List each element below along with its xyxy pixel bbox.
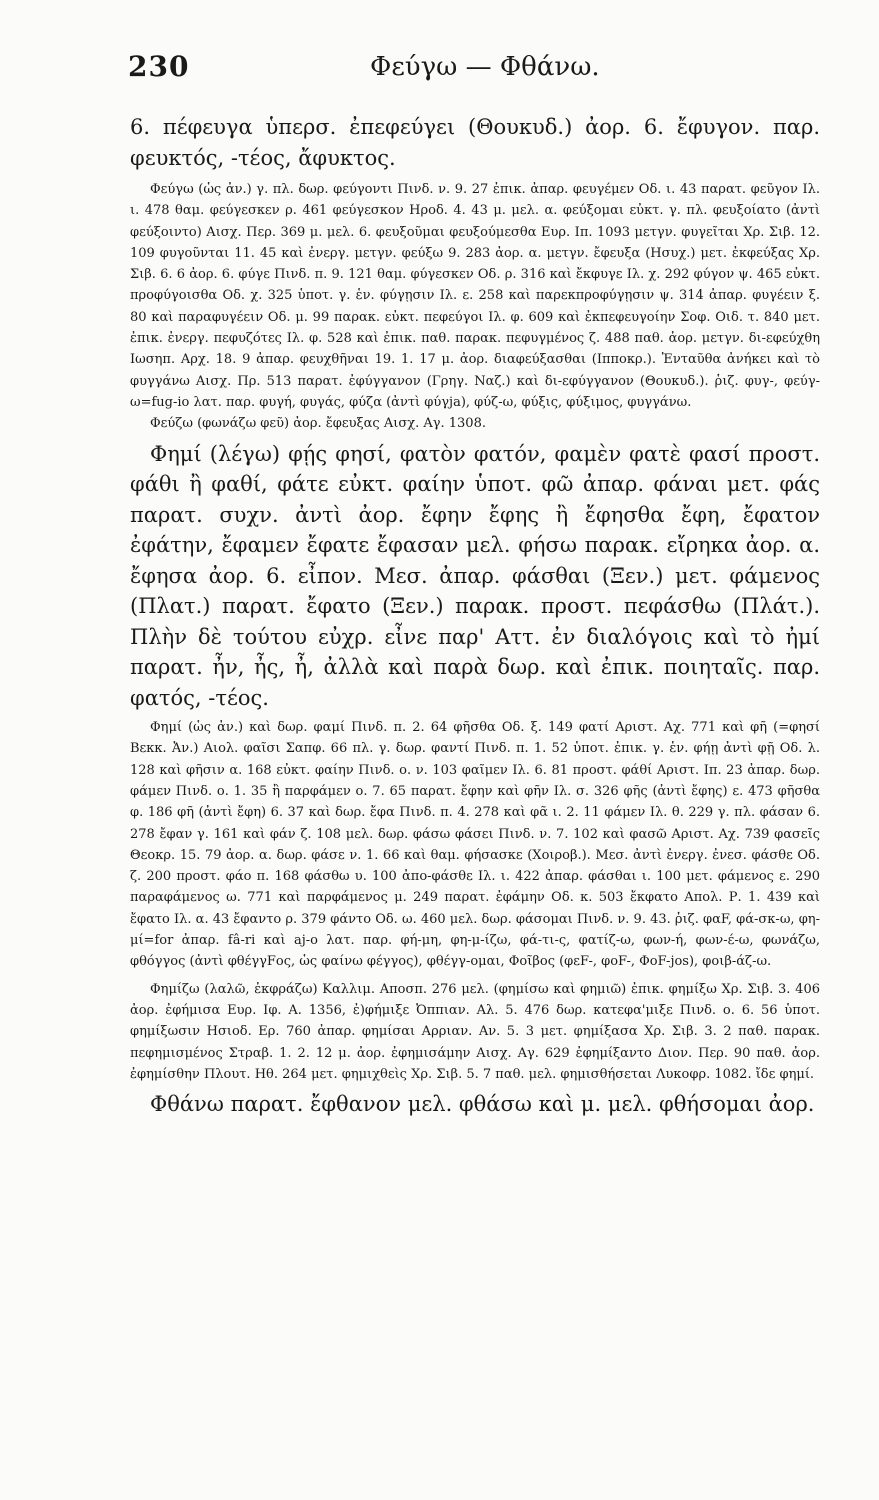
- page-number: 230: [128, 50, 190, 83]
- entry-feugo-forms: 6. πέφευγα ὑπερσ. ἐπεφεύγει (Θουκυδ.) ἀορ. 6. ἔφυγον. παρ. φευκτός, -τέος, ἄφυκτος.: [130, 115, 820, 170]
- running-head: Φεύγω — Φθάνω.: [370, 52, 600, 82]
- page-body: [130, 110, 820, 1120]
- page-header: [0, 48, 879, 98]
- entry-fthano: Φθάνω παρατ. ἔφθανον μελ. φθάσω καὶ μ. μελ. φθήσομαι ἀορ.: [150, 1092, 815, 1117]
- entry-femizo: Φημίζω (λαλῶ, ἐκφράζω) Καλλιμ. Αποσπ. 276 μελ. (φημίσω καὶ φημιῶ) ἐπικ. φημίξω Χρ. Σιβ. 3. 406 ἀορ. ἐφήμισα Ευρ. Ιφ. Α. 1356, ἐ)φήμιξε Ὀππιαν. Αλ. 5. 476 δωρ. κατεφα'μιξε Πινδ. ο. 6. 56 ὑποτ. φημίξωσιν Ησιοδ. Ερ. 760 ἀπαρ. φημίσαι Αρριαν. Αν. 5. 3 μετ. φημίξασα Χρ. Σιβ. 3. 2 παθ. παρακ. πεφημισμένος Στραβ. 1. 2. 12 μ. ἀορ. ἐφημισάμην Αισχ. Αγ. 629 ἐφημίξαντο Διον. Περ. 90 παθ. ἀορ. ἐφημίσθην Πλουτ. Ηθ. 264 μετ. φημιχθεὶς Χρ. Σιβ. 5. 7 παθ. μελ. φημισθήσεται Λυκοφρ. 1082. ἴδε φημί.: [130, 981, 820, 1082]
- entry-femi-main: Φημί (λέγω) φῄς φησί, φατὸν φατόν, φαμὲν φατὲ φασί προστ. φάθι ἢ φαθί, φάτε εὐκτ. φαίην ὑποτ. φῶ ἀπαρ. φάναι μετ. φάς παρατ. συχν. ἀντὶ ἀορ. ἔφην ἔφης ἢ ἔφησθα ἔφη, ἔφατον ἐφάτην, ἔφαμεν ἔφατε ἔφασαν μελ. φήσω παρακ. εἴρηκα ἀορ. α. ἔφησα ἀορ. 6. εἶπον. Μεσ. ἀπαρ. φάσθαι (Ξεν.) μετ. φάμενος (Πλατ.) παρατ. ἔφατο (Ξεν.) παρακ. προστ. πεφάσθω (Πλάτ.). Πλὴν δὲ τούτου εὐχρ. εἶνε παρ' Αττ. ἐν διαλόγοις καὶ τὸ ἠμί παρατ. ἦν, ἦς, ἦ, ἀλλὰ καὶ παρὰ δωρ. καὶ ἐπικ. ποιηταῖς. παρ. φατός, -τέος.: [130, 441, 820, 710]
- entry-feugo-detail: Φεύγω (ὡς ἀν.) γ. πλ. δωρ. φεύγοντι Πινδ. ν. 9. 27 ἐπικ. ἀπαρ. φευγέμεν Οδ. ι. 43 παρατ. φεῦγον Ιλ. ι. 478 θαμ. φεύγεσκεν ρ. 461 φεύγεσκον Ηροδ. 4. 43 μ. μελ. α. φεύξομαι εὐκτ. γ. πλ. φευξοίατο (ἀντὶ φεύξοιντο) Αισχ. Περ. 369 μ. μελ. 6. φευξοῦμαι φευξούμεσθα Ευρ. Ιπ. 1093 μετγν. φυγεῖται Χρ. Σιβ. 12. 109 φυγοῦνται 11. 45 καὶ ἐνεργ. μετγν. φεύξω 9. 283 ἀορ. α. μετγν. ἔφευξα (Ησυχ.) μετ. ἐκφεύξας Χρ. Σιβ. 6. 6 ἀορ. 6. φύγε Πινδ. π. 9. 121 θαμ. φύγεσκεν Οδ. ρ. 316 καὶ ἔκφυγε Ιλ. χ. 292 φύγον ψ. 465 εὐκτ. προφύγοισθα Οδ. χ. 325 ὑποτ. γ. ἑν. φύγῃσιν Ιλ. ε. 258 καὶ παρεκπροφύγῃσιν ψ. 314 ἀπαρ. φυγέειν ξ. 80 καὶ παραφυγέειν Οδ. μ. 99 παρακ. εὐκτ. πεφεύγοι Ιλ. φ. 609 καὶ ἐκπεφευγοίην Σοφ. Οιδ. τ. 840 μετ. ἐπικ. ἐνεργ. πεφυζότες Ιλ. φ. 528 καὶ ἐπικ. παθ. παρακ. πεφυγμένος ζ. 488 παθ. ἀορ. μετγν. δι-εφεύχθη Ιωσηπ. Αρχ. 18. 9 ἀπαρ. φευχθῆναι 19. 1. 17 μ. ἀορ. διαφεύξασθαι (Ιπποκρ.). Ἐνταῦθα ἀνήκει καὶ τὸ φυγγάνω Αισχ. Πρ. 513 παρατ. ἐφύγγανον (Γρηγ. Ναζ.) καὶ δι-εφύγγανον (Θουκυδ.). ῥιζ. φυγ-, φεύγ-ω=fug-io λατ. παρ. φυγή, φυγάς, φύζα (ἀντὶ φύγja), φύζ-ω, φύξις, φύξιμος, φυγγάνω.: [130, 182, 820, 410]
- entry-feuzo: Φεύζω (φωνάζω φεῦ) ἀορ. ἔφευξας Αισχ. Αγ. 1308.: [150, 416, 486, 432]
- entry-femi-detail: Φημί (ὡς ἀν.) καὶ δωρ. φαμί Πινδ. π. 2. 64 φῆσθα Οδ. ξ. 149 φατί Αριστ. Αχ. 771 καὶ φῆ (=φησί Βεκκ. Ἀν.) Αιολ. φαῖσι Σαπφ. 66 πλ. γ. δωρ. φαντί Πινδ. π. 1. 52 ὑποτ. ἐπικ. γ. ἑν. φήῃ ἀντὶ φῇ Οδ. λ. 128 καὶ φῆσιν α. 168 εὐκτ. φαίην Πινδ. ο. ν. 103 φαῖμεν Ιλ. 6. 81 προστ. φάθί Αριστ. Ιπ. 23 ἀπαρ. δωρ. φάμεν Πινδ. ο. 1. 35 ἢ παρφάμεν ο. 7. 65 παρατ. ἔφην καὶ φῆν Ιλ. σ. 326 φῆς (ἀντὶ ἔφης) ε. 473 φῆσθα φ. 186 φῆ (ἀντὶ ἔφη) 6. 37 καὶ δωρ. ἔφα Πινδ. π. 4. 278 καὶ φᾶ ι. 2. 11 φάμεν Ιλ. θ. 229 γ. πλ. φάσαν 6. 278 ἔφαν γ. 161 καὶ φάν ζ. 108 μελ. δωρ. φάσω φάσει Πινδ. ν. 7. 102 καὶ φασῶ Αριστ. Αχ. 739 φασεῖς Θεοκρ. 15. 79 ἀορ. α. δωρ. φάσε ν. 1. 66 καὶ θαμ. φήσασκε (Χοιροβ.). Μεσ. ἀντὶ ἐνεργ. ἐνεσ. φάσθε Οδ. ζ. 200 προστ. φάο π. 168 φάσθω υ. 100 ἀπο-φάσθε Ιλ. ι. 422 ἀπαρ. φάσθαι ι. 100 μετ. φάμενος ε. 290 παραφάμενος ω. 771 καὶ παρφάμενος μ. 249 παρατ. ἐφάμην Οδ. κ. 503 ἔκφατο Απολ. Ρ. 1. 439 καὶ ἔφατο Ιλ. α. 43 ἔφαντο ρ. 379 φάντο Οδ. ω. 460 μελ. δωρ. φάσομαι Πινδ. ν. 9. 43. ῥιζ. φαF, φά-σκ-ω, φη-μί=for ἀπαρ. fâ-ri καὶ aj-o λατ. παρ. φή-μη, φη-μ-ίζω, φά-τι-ς, φατίζ-ω, φων-ή, φων-έ-ω, φωνάζω, φθόγγος (ἀντὶ φθέγγFος, ὡς φαίνω φέγγος), φθέγγ-ομαι, Φοῖβος (φεF-, φοF-, ΦoF-jos), φοιβ-άζ-ω.: [130, 720, 820, 970]
